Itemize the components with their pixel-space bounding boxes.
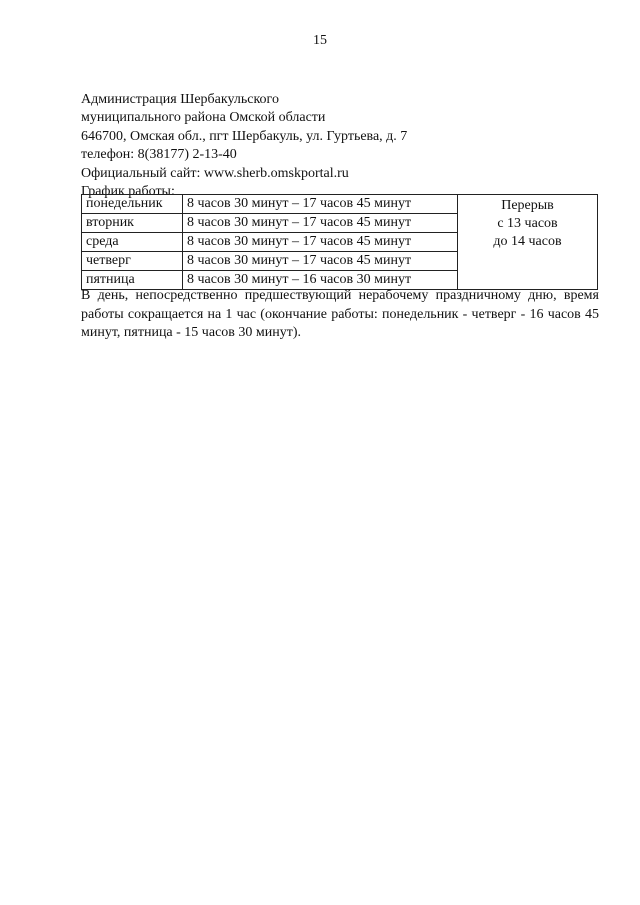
hours-cell: 8 часов 30 минут – 17 часов 45 минут [183, 233, 458, 252]
holiday-hours-note: В день, непосредственно предшествующий нерабочему праздничному дню, время работы сокращается на 1 час (окончание работы: понедельник - четверг - 16 часов 45 минут, пятница - 15 часов 30 минут). [81, 288, 599, 340]
organization-name-line-2: муниципального района Омской области [81, 110, 326, 126]
break-label: Перерыв [501, 198, 554, 213]
lunch-break-cell [458, 195, 598, 290]
postal-address: 646700, Омская обл., пгт Шербакуль, ул. Гуртьева, д. 7 [81, 128, 408, 144]
day-cell: четверг [82, 252, 183, 271]
break-start: с 13 часов [497, 216, 558, 231]
hours-cell: 8 часов 30 минут – 17 часов 45 минут [183, 195, 458, 214]
page-number: 15 [313, 33, 327, 48]
address-block [81, 91, 601, 201]
day-cell: пятница [82, 271, 183, 290]
official-website: Официальный сайт: www.sherb.omskportal.ru [81, 165, 349, 181]
day-cell: вторник [82, 214, 183, 233]
work-schedule-table [81, 194, 598, 290]
table-row [82, 195, 598, 214]
hours-cell: 8 часов 30 минут – 16 часов 30 минут [183, 271, 458, 290]
day-cell: понедельник [82, 195, 183, 214]
break-end: до 14 часов [493, 234, 562, 249]
hours-cell: 8 часов 30 минут – 17 часов 45 минут [183, 252, 458, 271]
day-cell: среда [82, 233, 183, 252]
organization-name-line-1: Администрация Шербакульского [81, 92, 279, 107]
schedule-heading: График работы: [81, 184, 175, 200]
hours-cell: 8 часов 30 минут – 17 часов 45 минут [183, 214, 458, 233]
phone-number: телефон: 8(38177) 2-13-40 [81, 147, 237, 163]
